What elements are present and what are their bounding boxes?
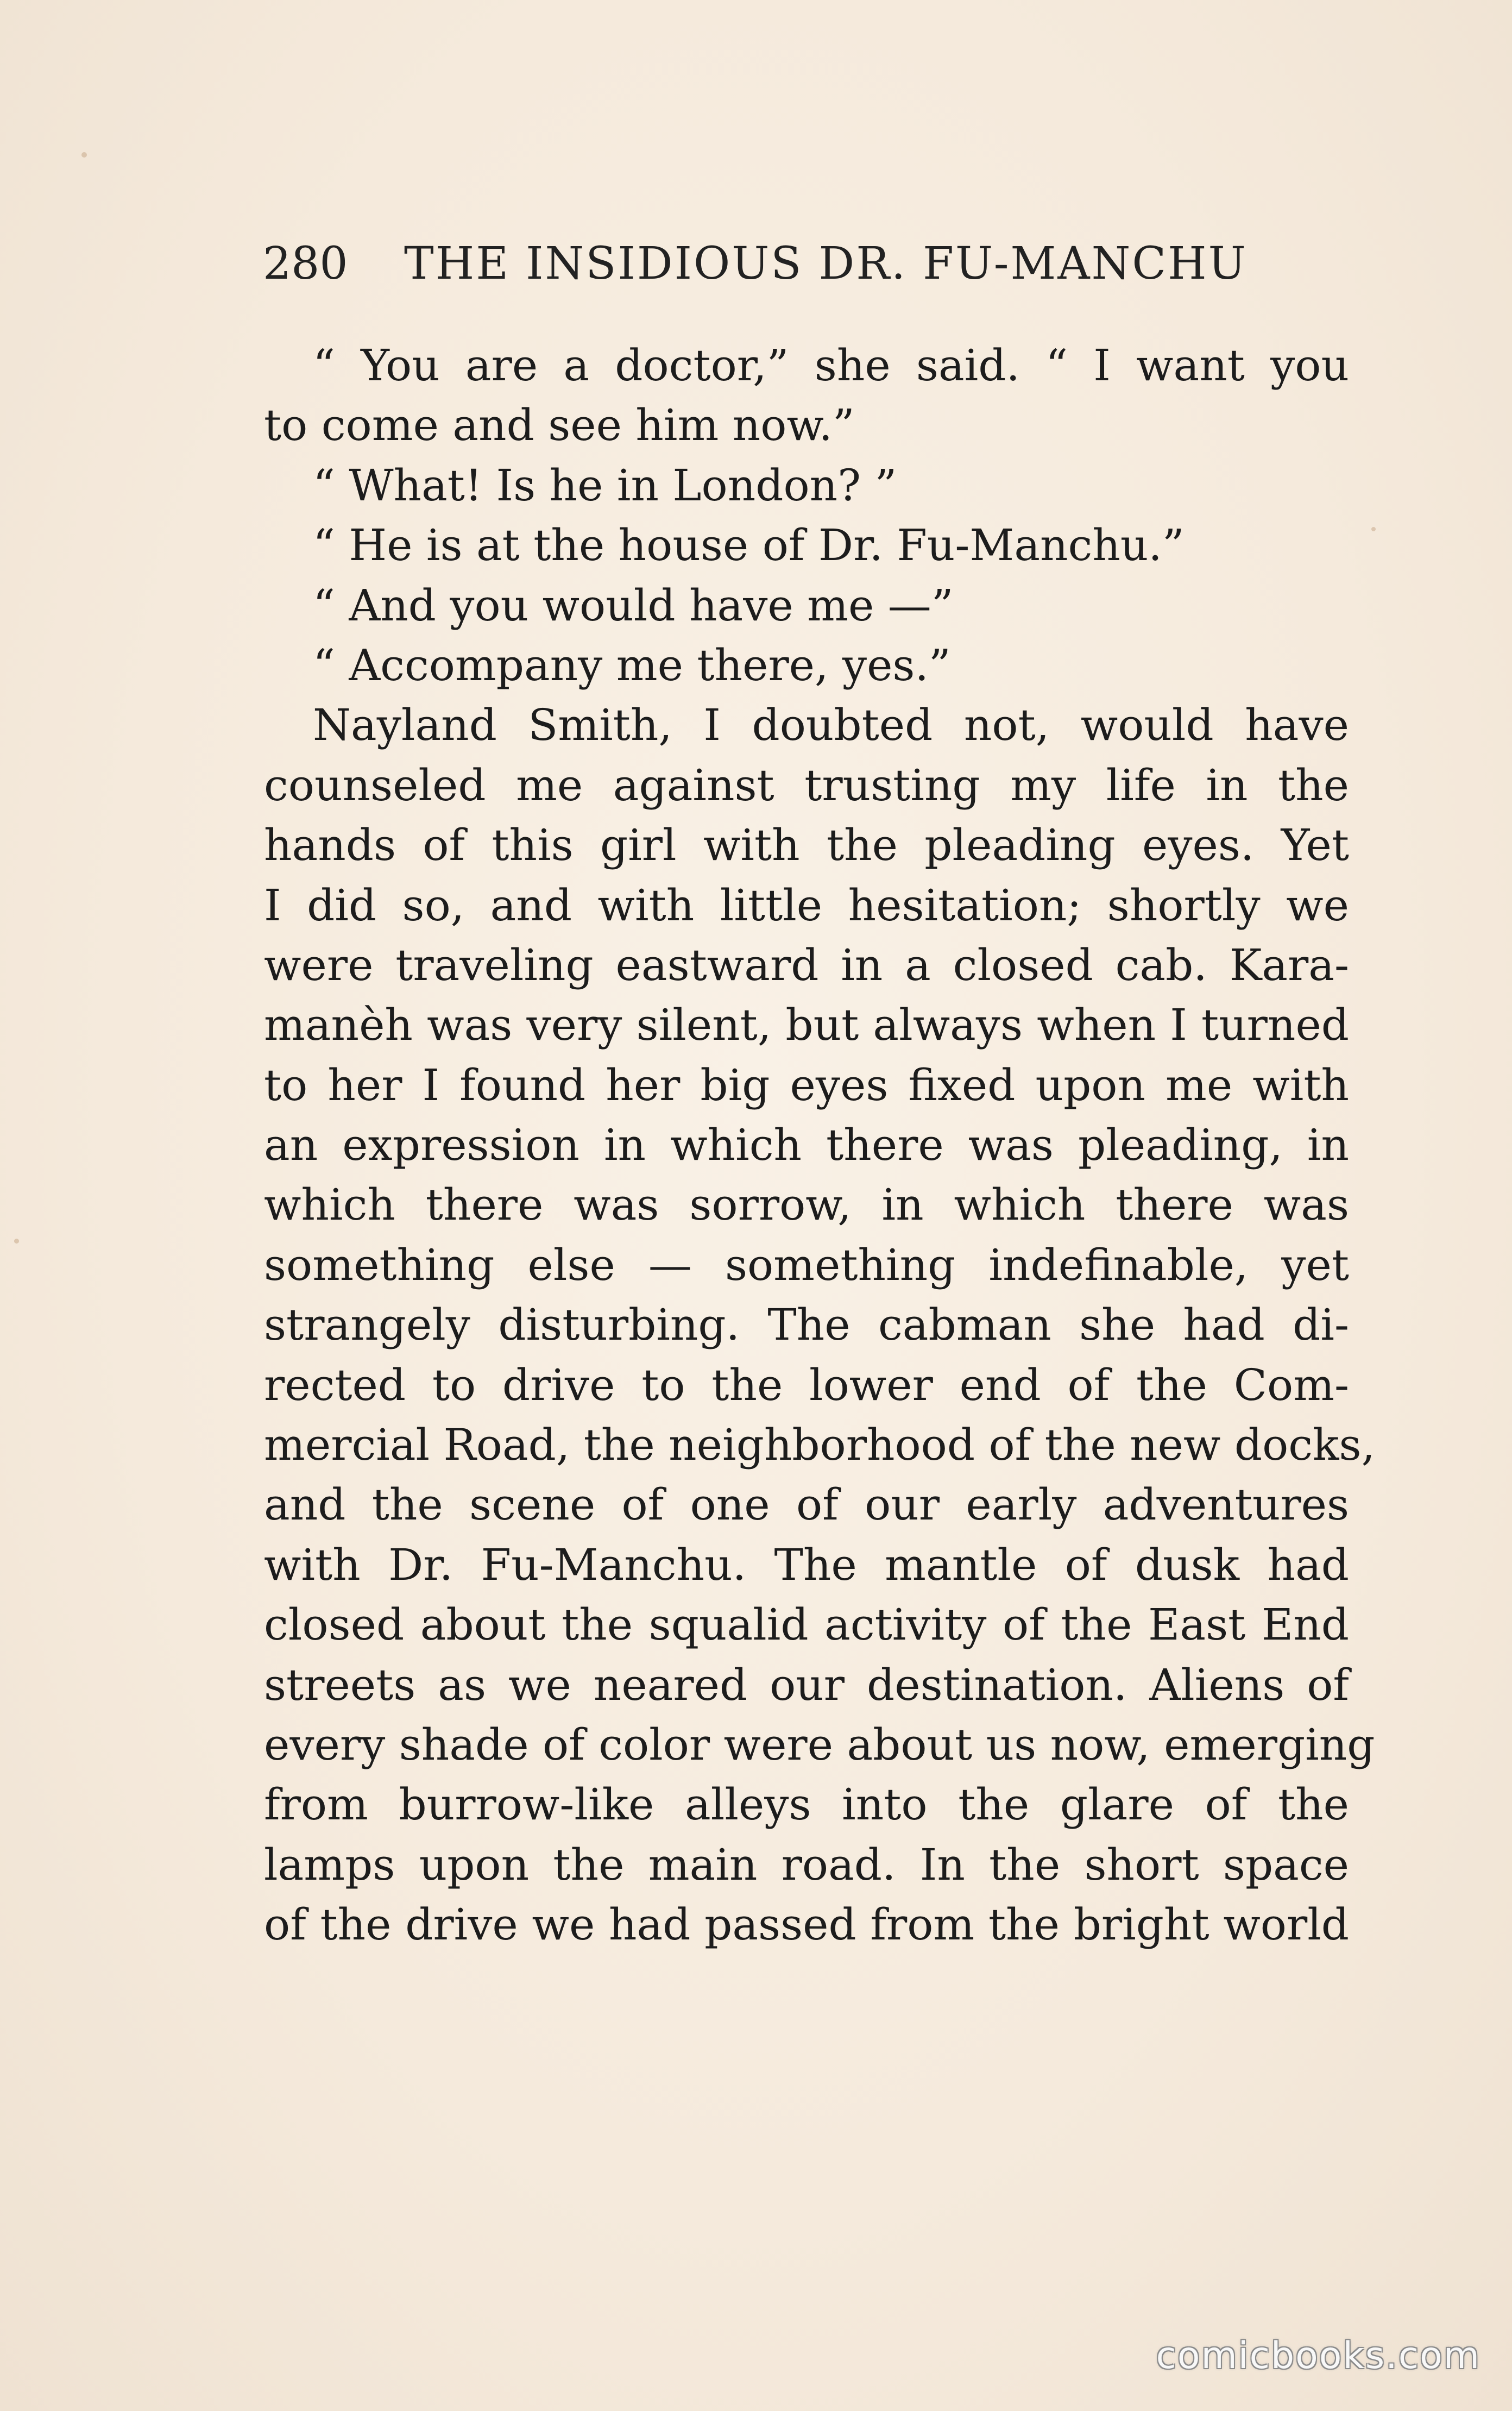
body-text xyxy=(264,336,1376,1955)
text-line: to her I found her big eyes fixed upon me with xyxy=(264,1059,1349,1110)
text-line: “ He is at the house of Dr. Fu-Manchu.” xyxy=(313,520,1185,571)
text-line: “ Accompany me there, yes.” xyxy=(313,639,951,690)
text-line: something else — something indefinable, yet xyxy=(264,1239,1349,1290)
running-header xyxy=(263,238,1344,298)
text-line: rected to drive to the lower end of the Com- xyxy=(264,1359,1349,1410)
paper-speck xyxy=(81,152,87,158)
page-number: 280 xyxy=(263,238,348,290)
text-line: closed about the squalid activity of the East End xyxy=(264,1599,1349,1650)
text-line: strangely disturbing. The cabman she had di- xyxy=(264,1299,1349,1351)
watermark: comicbooks.com xyxy=(1156,2334,1480,2377)
text-line: an expression in which there was pleading, in xyxy=(264,1120,1349,1171)
text-line: of the drive we had passed from the bright world xyxy=(264,1899,1349,1950)
text-line: were traveling eastward in a closed cab. Kara- xyxy=(264,939,1349,990)
text-line: manèh was very silent, but always when I turned xyxy=(264,1000,1349,1051)
running-title: THE INSIDIOUS DR. FU-MANCHU xyxy=(404,238,1248,290)
text-line: which there was sorrow, in which there was xyxy=(264,1179,1349,1230)
text-line: “ What! Is he in London? ” xyxy=(313,460,897,511)
text-line: with Dr. Fu-Manchu. The mantle of dusk had xyxy=(264,1539,1349,1590)
text-line: from burrow-like alleys into the glare of the xyxy=(264,1779,1349,1830)
text-line: I did so, and with little hesitation; shortly we xyxy=(264,880,1349,931)
text-line: “ And you would have me —” xyxy=(313,580,954,631)
text-line: and the scene of one of our early adventures xyxy=(264,1479,1349,1530)
paper-speck xyxy=(1371,527,1376,531)
text-line: mercial Road, the neighborhood of the new docks, xyxy=(264,1420,1376,1471)
text-line: every shade of color were about us now, emerging xyxy=(264,1719,1375,1770)
text-line: to come and see him now.” xyxy=(264,400,855,451)
text-line: counseled me against trusting my life in the xyxy=(264,759,1349,811)
text-line: “ You are a doctor,” she said. “ I want you xyxy=(313,340,1349,391)
text-line: lamps upon the main road. In the short space xyxy=(264,1839,1349,1890)
text-line: hands of this girl with the pleading eyes. Yet xyxy=(264,820,1349,871)
text-line: Nayland Smith, I doubted not, would have xyxy=(313,700,1349,751)
text-line: streets as we neared our destination. Aliens of xyxy=(264,1659,1349,1710)
paper-speck xyxy=(14,1239,19,1244)
